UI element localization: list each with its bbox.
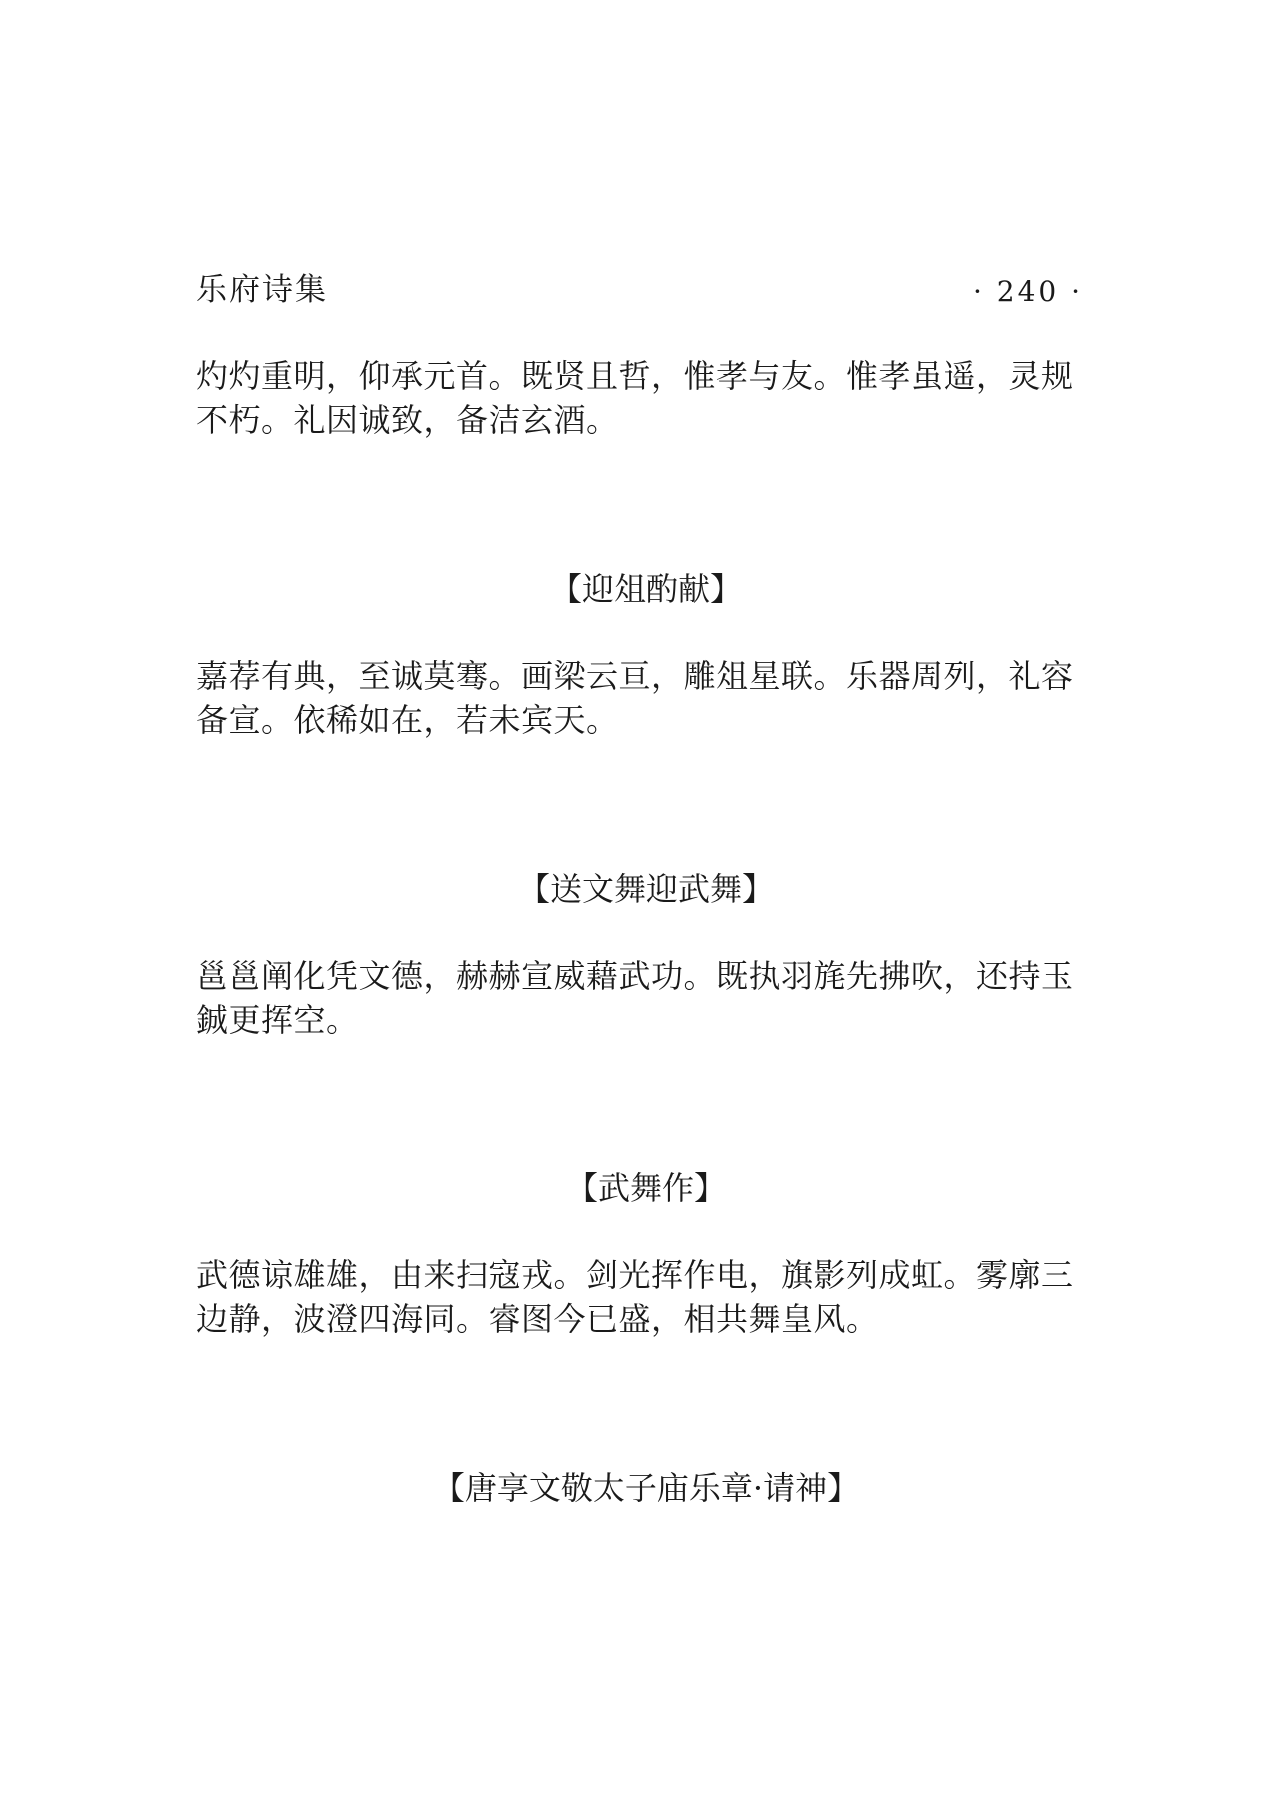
section-heading-4: 【武舞作】 bbox=[565, 1169, 726, 1207]
section-heading-5: 【唐享文敬太子庙乐章·请神】 bbox=[432, 1469, 860, 1507]
poem-paragraph-1: 灼灼重明，仰承元首。既贤且哲，惟孝与友。惟孝虽遥，灵规不朽。礼因诚致，备洁玄酒。 bbox=[196, 357, 1074, 439]
page-number: · 240 · bbox=[972, 275, 1083, 308]
section-heading-2: 【迎俎酌献】 bbox=[549, 570, 742, 608]
section-heading-3: 【送文舞迎武舞】 bbox=[517, 870, 774, 908]
poem-paragraph-2: 嘉荐有典，至诚莫骞。画梁云亘，雕俎星联。乐器周列，礼容备宣。依稀如在，若未宾天。 bbox=[196, 657, 1074, 739]
running-header-title: 乐府诗集 bbox=[196, 272, 328, 308]
poem-paragraph-3: 邕邕阐化凭文德，赫赫宣威藉武功。既执羽旄先拂吹，还持玉鋮更挥空。 bbox=[196, 957, 1074, 1039]
poem-paragraph-4: 武德谅雄雄，由来扫寇戎。剑光挥作电，旗影列成虹。雾廓三边静，波澄四海同。睿图今已盛，相共舞皇风。 bbox=[196, 1256, 1074, 1338]
